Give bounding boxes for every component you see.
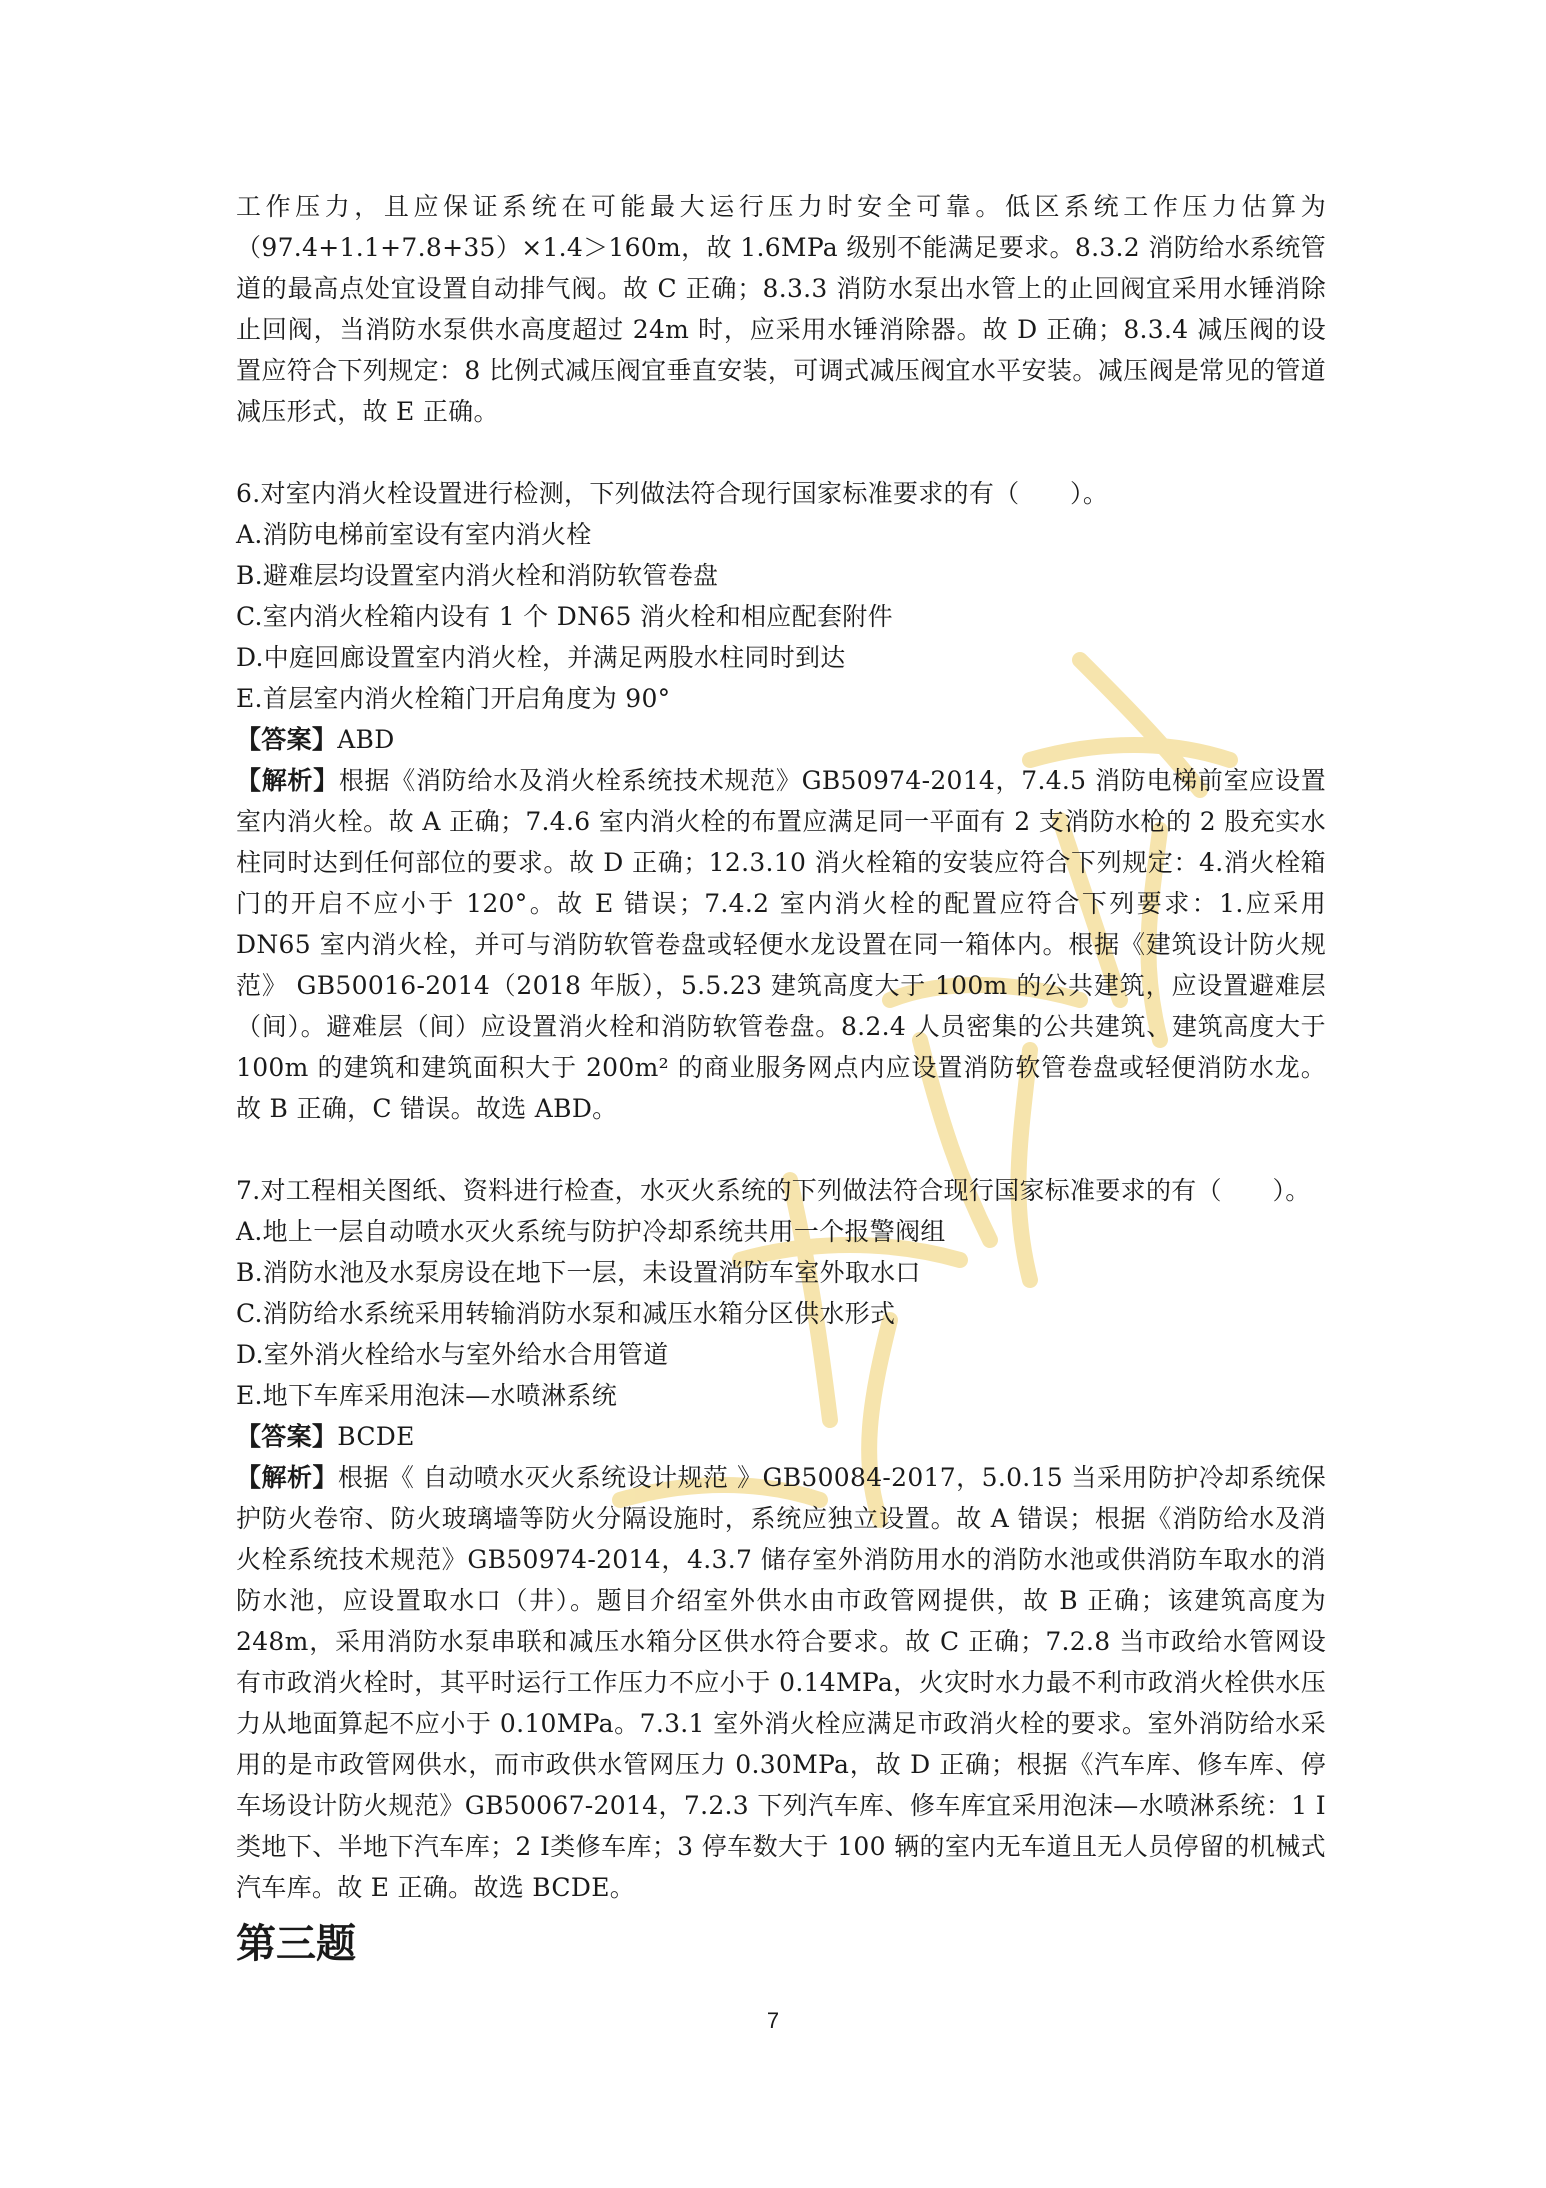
spacer: [236, 432, 1326, 473]
option-c: C.消防给水系统采用转输消防水泵和减压水箱分区供水形式: [236, 1299, 896, 1328]
question-stem: 6.对室内消火栓设置进行检测，下列做法符合现行国家标准要求的有（ ）。: [236, 479, 1109, 508]
answer-label: 【答案】: [236, 725, 338, 754]
answer-line: [236, 1416, 1326, 1457]
option-b: B.消防水池及水泵房设在地下一层，未设置消防车室外取水口: [236, 1258, 921, 1287]
answer-value: BCDE: [337, 1422, 415, 1451]
option-a: A.消防电梯前室设有室内消火栓: [236, 520, 592, 549]
option-c: C.室内消火栓箱内设有 1 个 DN65 消火栓和相应配套附件: [236, 602, 893, 631]
option-a: A.地上一层自动喷水灭火系统与防护冷却系统共用一个报警阀组: [236, 1217, 946, 1246]
question-stem: 7.对工程相关图纸、资料进行检查，水灭火系统的下列做法符合现行国家标准要求的有（ ）。: [236, 1176, 1311, 1205]
section-title: 第三题: [236, 1921, 356, 1967]
analysis-paragraph: [236, 1457, 1326, 1908]
analysis-paragraph: [236, 760, 1326, 1129]
analysis-text: 根据《消防给水及消火栓系统技术规范》GB50974-2014，7.4.5 消防电梯前室应设置室内消火栓。故 A 正确；7.4.6 室内消火栓的布置应满足同一平面有 2 支消防水枪的 2 股充实水柱同时达到任何部位的要求。故 D 正确；12.3.10 消火栓箱的安装应符合下列规定：4.消火栓箱门的开启不应小于 120°。故 E 错误；7.4.2 室内消火栓的配置应符合下列要求：1.应采用 DN65 室内消火栓，并可与消防软管卷盘或轻便水龙设置在同一箱体内。根据《建筑设计防火规范》 GB50016-2014（2018 年版），5.5.23 建筑高度大于 100m 的公共建筑，应设置避难层（间）。避难层（间）应设置消火栓和消防软管卷盘。8.2.4 人员密集的公共建筑、建筑高度大于 100m 的建筑和建筑面积大于 200m² 的商业服务网点内应设置消防软管卷盘或轻便消防水龙。故 B 正确，C 错误。故选 ABD。: [236, 766, 1326, 1123]
analysis-label: 【解析】: [236, 766, 339, 795]
spacer: [236, 1129, 1326, 1170]
option-d: D.中庭回廊设置室内消火栓，并满足两股水柱同时到达: [236, 643, 846, 672]
intro-paragraph: 工作压力，且应保证系统在可能最大运行压力时安全可靠。低区系统工作压力估算为（97.4+1.1+7.8+35）×1.4＞160m，故 1.6MPa 级别不能满足要求。8.3.2 消防给水系统管道的最高点处宜设置自动排气阀。故 C 正确；8.3.3 消防水泵出水管上的止回阀宜采用水锤消除止回阀，当消防水泵供水高度超过 24m 时，应采用水锤消除器。故 D 正确；8.3.4 减压阀的设置应符合下列规定：8 比例式减压阀宜垂直安装，可调式减压阀宜水平安装。减压阀是常见的管道减压形式，故 E 正确。: [236, 192, 1326, 426]
analysis-label: 【解析】: [236, 1463, 338, 1492]
page-number: 7: [766, 2008, 780, 2033]
option-e: E.地下车库采用泡沫—水喷淋系统: [236, 1381, 617, 1410]
question-6: [236, 473, 1326, 1129]
question-7: [236, 1170, 1326, 1908]
option-d: D.室外消火栓给水与室外给水合用管道: [236, 1340, 669, 1369]
analysis-text: 根据《 自动喷水灭火系统设计规范 》GB50084-2017，5.0.15 当采用防护冷却系统保护防火卷帘、防火玻璃墙等防火分隔设施时，系统应独立设置。故 A 错误；根据《消防给水及消火栓系统技术规范》GB50974-2014，4.3.7 储存室外消防用水的消防水池或供消防车取水的消防水池，应设置取水口（井）。题目介绍室外供水由市政管网提供，故 B 正确；该建筑高度为 248m，采用消防水泵串联和减压水箱分区供水符合要求。故 C 正确；7.2.8 当市政给水管网设有市政消火栓时，其平时运行工作压力不应小于 0.14MPa，火灾时水力最不利市政消火栓供水压力从地面算起不应小于 0.10MPa。7.3.1 室外消火栓应满足市政消火栓的要求。室外消防给水采用的是市政管网供水，而市政供水管网压力 0.30MPa，故 D 正确；根据《汽车库、修车库、停车场设计防火规范》GB50067-2014，7.2.3 下列汽车库、修车库宜采用泡沫—水喷淋系统：1 Ⅰ类地下、半地下汽车库；2 Ⅰ类修车库；3 停车数大于 100 辆的室内无车道且无人员停留的机械式汽车库。故 E 正确。故选 BCDE。: [236, 1463, 1326, 1902]
option-b: B.避难层均设置室内消火栓和消防软管卷盘: [236, 561, 719, 590]
answer-line: [236, 719, 1326, 760]
answer-value: ABD: [337, 725, 395, 754]
document-body: [236, 186, 1326, 1974]
option-e: E.首层室内消火栓箱门开启角度为 90°: [236, 684, 671, 713]
answer-label: 【答案】: [236, 1422, 338, 1451]
